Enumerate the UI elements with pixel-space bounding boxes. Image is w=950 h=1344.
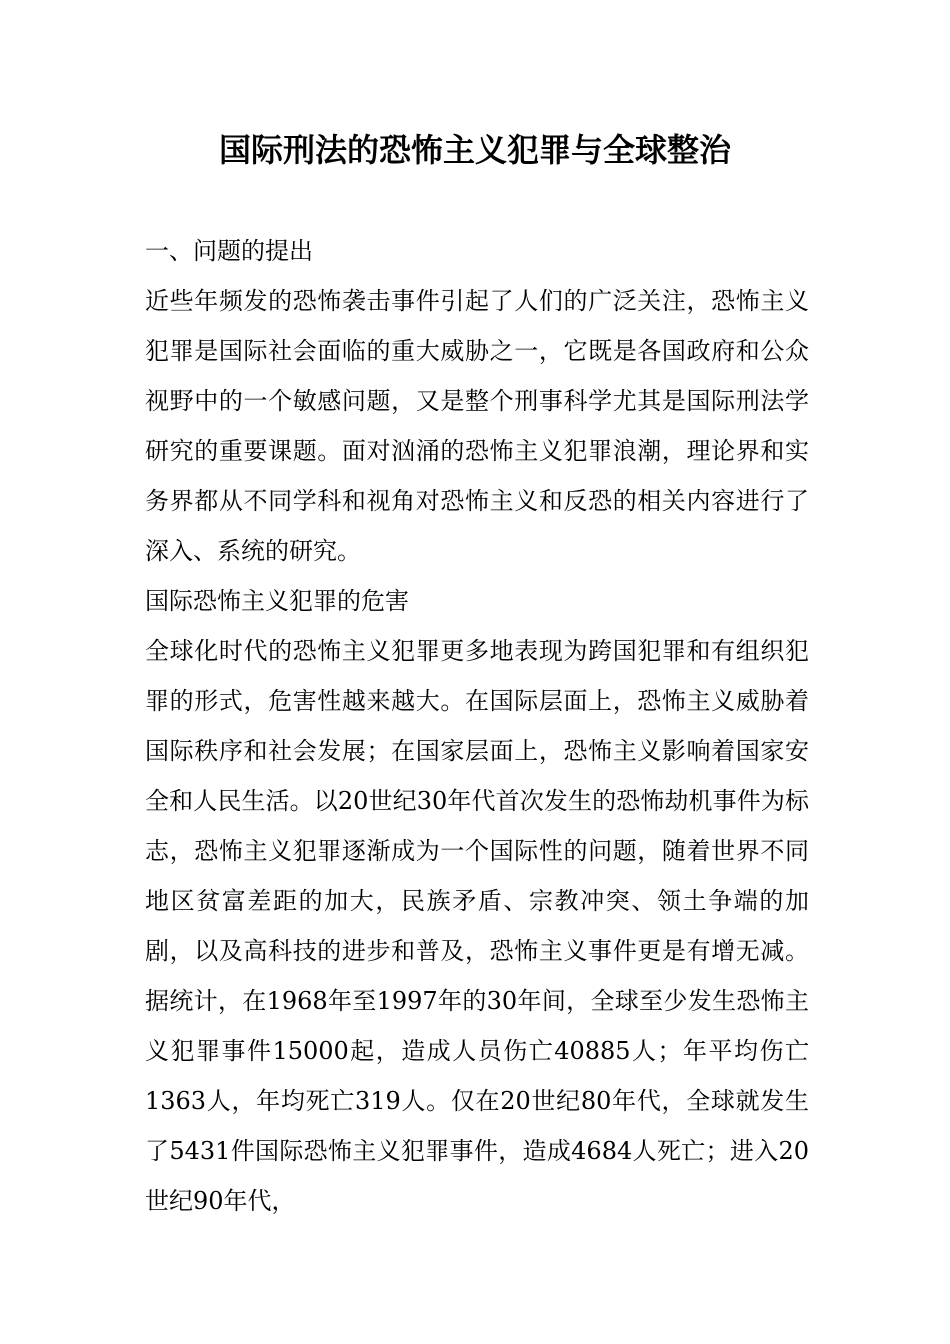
section-heading: 国际恐怖主义犯罪的危害: [145, 587, 409, 615]
document-title: 国际刑法的恐怖主义犯罪与全球整治: [218, 131, 731, 169]
body-paragraph: 近些年频发的恐怖袭击事件引起了人们的广泛关注，恐怖主义犯罪是国际社会面临的重大威胁之一，它既是各国政府和公众视野中的一个敏感问题，又是整个刑事科学尤其是国际刑法学研究的重要课题。面对汹涌的恐怖主义犯罪浪潮，理论界和实务界都从不同学科和视角对恐怖主义和反恐的相关内容进行了深入、系统的研究。: [145, 287, 809, 565]
section-heading: 一、问题的提出: [145, 237, 313, 265]
body-paragraph: 全球化时代的恐怖主义犯罪更多地表现为跨国犯罪和有组织犯罪的形式，危害性越来越大。在国际层面上，恐怖主义威胁着国际秩序和社会发展；在国家层面上，恐怖主义影响着国家安全和人民生活。以20世纪30年代首次发生的恐怖劫机事件为标志，恐怖主义犯罪逐渐成为一个国际性的问题，随着世界不同地区贫富差距的加大，民族矛盾、宗教冲突、领土争端的加剧，以及高科技的进步和普及，恐怖主义事件更是有增无减。据统计，在1968年至1997年的30年间，全球至少发生恐怖主义犯罪事件15000起，造成人员伤亡40885人；年平均伤亡1363人，年均死亡319人。仅在20世纪80年代，全球就发生了5431件国际恐怖主义犯罪事件，造成4684人死亡；进入20世纪90年代，: [145, 637, 809, 1215]
document-body: [145, 226, 809, 1226]
